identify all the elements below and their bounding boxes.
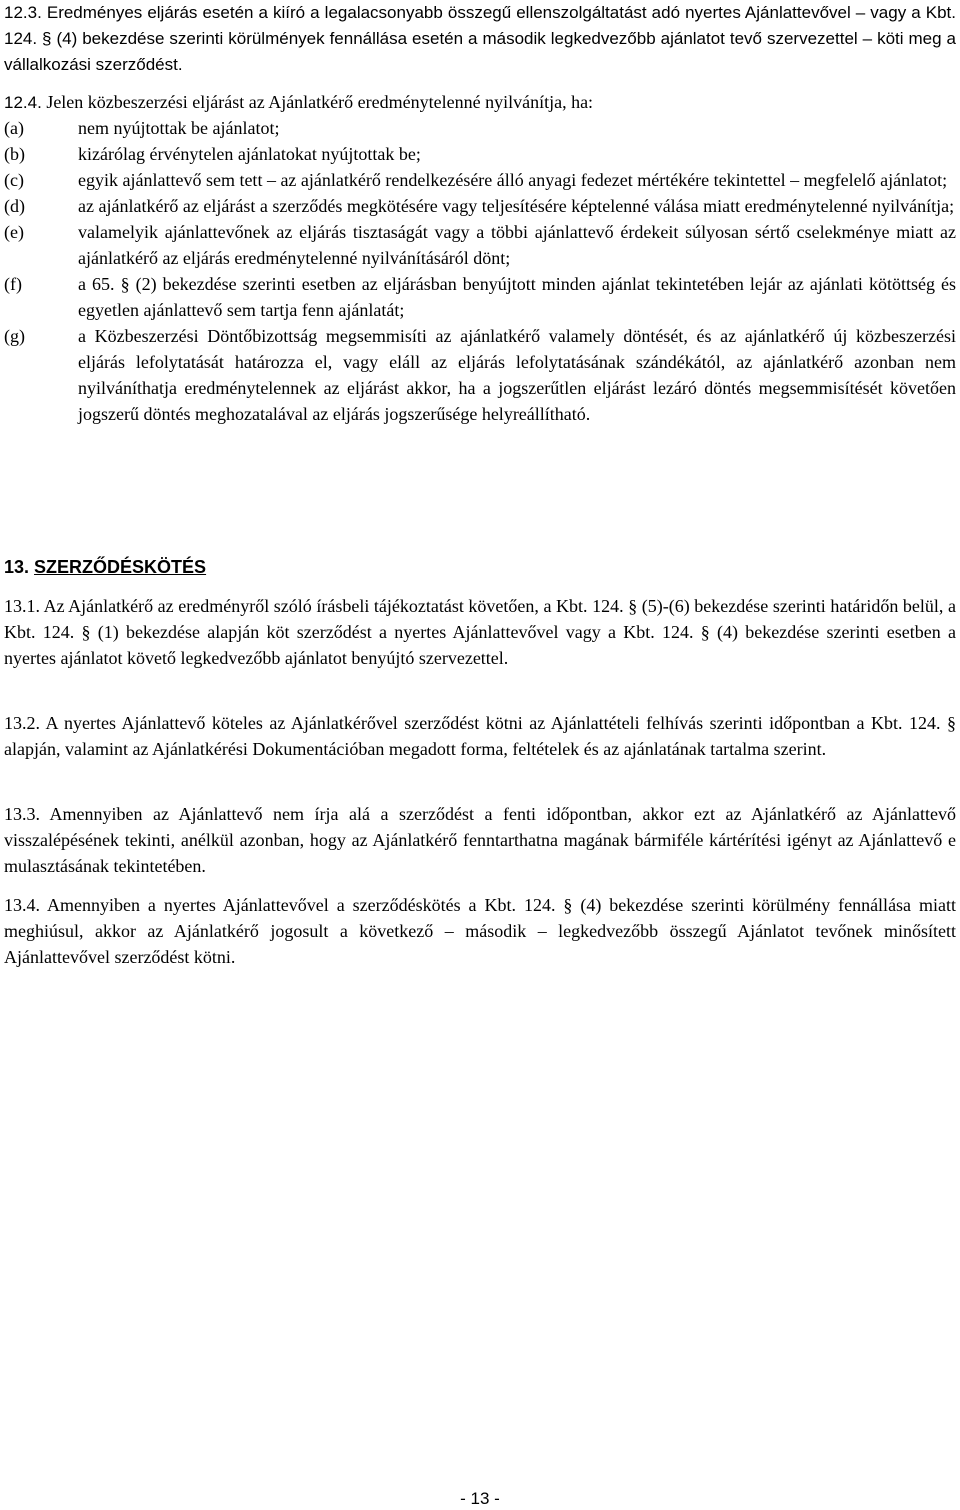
paragraph-12-4-text: Jelen közbeszerzési eljárást az Ajánlatkérő eredménytelenné nyilvánítja, ha: [46, 92, 594, 112]
list-item [4, 193, 956, 219]
list-item-text: valamelyik ajánlattevőnek az eljárás tisztaságát vagy a többi ajánlattevő érdekeit súlyosan sértő cselekménye miatt az ajánlatkérő az eljárás eredménytelenné nyilvánításáról dönt; [78, 222, 956, 268]
paragraph-13-3: 13.3. Amennyiben az Ajánlattevő nem írja alá a szerződést a fenti időpontban, akkor ezt az Ajánlatkérő az Ajánlattevő visszalépésének tekinti, anélkül azonban, hogy az Ajánlatkérő fenntarthatna magának bármiféle kártérítési igényt az Ajánlattevő e mulasztásának tekintetében. [4, 804, 956, 876]
paragraph-12-4-intro [4, 89, 956, 116]
paragraph-13-2: 13.2. A nyertes Ajánlattevő köteles az Ajánlatkérővel szerződést kötni az Ajánlattételi felhívás szerinti időpontban a Kbt. 124. § alapján, valamint az Ajánlatkérési Dokumentációban megadott forma, feltételek és az ajánlatának tartalma szerint. [4, 713, 956, 759]
section-13-title: SZERZŐDÉSKÖTÉS [34, 557, 207, 577]
list-item [4, 219, 956, 271]
paragraph-12-3: 12.3. Eredményes eljárás esetén a kiíró a legalacsonyabb összegű ellenszolgáltatást adó nyertes Ajánlattevővel – vagy a Kbt. 124. § (4) bekezdése szerinti körülmények fennállása esetén a második legkedvezőbb ajánlatot tevő szervezettel – köti meg a vállalkozási szerződést. [4, 3, 956, 74]
paragraph-12-4-number: 12.4. [4, 93, 42, 112]
section-13-number: 13. [4, 557, 30, 577]
list-marker: (d) [4, 196, 25, 216]
list-marker: (e) [4, 222, 24, 242]
page-number: - 13 - [460, 1489, 500, 1508]
list-item-text: egyik ajánlattevő sem tett – az ajánlatkérő rendelkezésére álló anyagi fedezet mértékére tekintettel – megfelelő ajánlatot; [78, 170, 948, 190]
list-item [4, 323, 956, 427]
document-page [4, 0, 956, 1509]
paragraph-13-4: 13.4. Amennyiben a nyertes Ajánlattevővel a szerződéskötés a Kbt. 124. § (4) bekezdése szerinti körülmény fennállása miatt meghiúsul, akkor az Ajánlatkérő jogosult a következő – második – legkedvezőbb összegű Ajánlatot tevőnek minősített Ajánlattevővel szerződést kötni. [4, 895, 956, 967]
list-marker: (b) [4, 144, 25, 164]
list-item [4, 141, 956, 167]
list-marker: (g) [4, 326, 25, 346]
list-marker: (f) [4, 274, 22, 294]
list-item-text: az ajánlatkérő az eljárást a szerződés megkötésére vagy teljesítésére képtelenné válása miatt eredménytelenné nyilvánítja; [78, 196, 955, 216]
list-item-text: a 65. § (2) bekezdése szerinti esetben az eljárásban benyújtott minden ajánlat tekintetében lejár az ajánlati kötöttség és egyetlen ajánlattevő sem tartja fenn ajánlatát; [78, 274, 956, 320]
list-marker: (a) [4, 118, 24, 138]
paragraph-13-1: 13.1. Az Ajánlatkérő az eredményről szóló írásbeli tájékoztatást követően, a Kbt. 124. § (5)-(6) bekezdése szerinti határidőn belül, a Kbt. 124. § (1) bekezdése alapján köt szerződést a nyertes Ajánlattevővel vagy a Kbt. 124. § (4) bekezdése szerinti esetben a nyertes ajánlatot követő legkedvezőbb ajánlatot benyújtó szervezettel. [4, 596, 956, 668]
list-item-text: kizárólag érvénytelen ajánlatokat nyújtottak be; [78, 144, 421, 164]
section-13-heading [4, 554, 206, 580]
list-marker: (c) [4, 170, 24, 190]
list-item [4, 167, 956, 193]
list-item [4, 271, 956, 323]
ineffective-conditions-list [4, 115, 956, 427]
list-item-text: nem nyújtottak be ajánlatot; [78, 118, 280, 138]
list-item-text: a Közbeszerzési Döntőbizottság megsemmisíti az ajánlatkérő valamely döntését, és az ajánlatkérő új közbeszerzési eljárás lefolytatását határozza el, vagy eláll az eljárás lefolytatásának szándékától, az ajánlatkérő azonban nem nyilváníthatja eredménytelennek az eljárást akkor, ha a jogszerűtlen eljárást lezáró döntés megsemmisítését követően jogszerű döntés meghozatalával az eljárás jogszerűsége helyreállítható. [78, 326, 956, 424]
list-item [4, 115, 956, 141]
